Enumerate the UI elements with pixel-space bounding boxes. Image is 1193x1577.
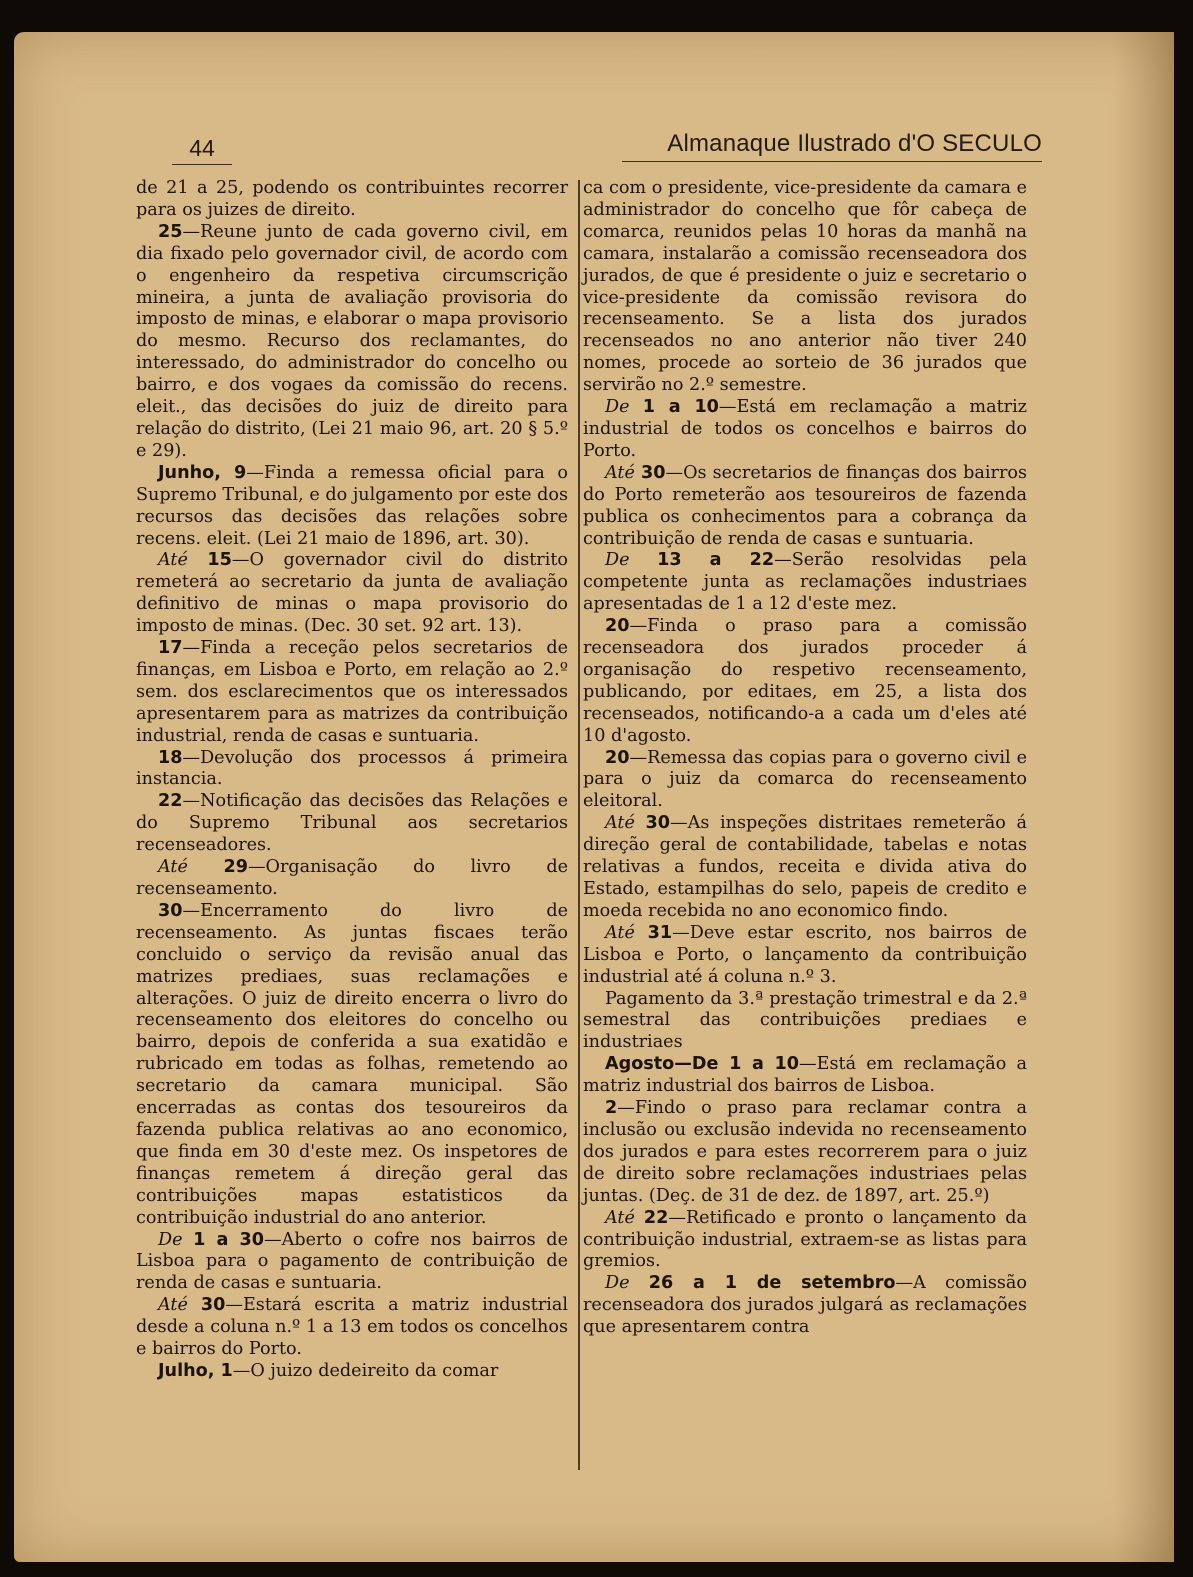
entry-text: —As inspeções distritaes remeterão á direção geral de contabilidade, tabelas e notas relativas a fundos, receita e divida ativa do Estado, estampilhas do selo, papeis de credito e moeda recebida no ano economico findo. <box>583 813 1027 921</box>
entry-text: —Está em reclamação a matriz industrial de todos os concelhos e bairros do Porto. <box>583 397 1027 461</box>
entry-date: 17 <box>158 638 183 659</box>
calendar-entry <box>583 550 1027 616</box>
entry-date: 1 a 10 <box>642 397 719 418</box>
calendar-entry <box>583 923 1027 989</box>
entry-date: 30 <box>200 1295 226 1316</box>
entry-text: —A comissão recenseadora dos jurados julgará as reclamações que apresentarem contra <box>583 1273 1027 1338</box>
calendar-entry <box>583 1098 1027 1208</box>
entry-text: —Estará escrita a matriz industrial desde a coluna n.º 1 a 13 em todos os concelhos e bairros do Porto. <box>136 1295 568 1360</box>
entry-date: 18 <box>158 747 183 768</box>
entry-prefix: Até <box>158 1295 201 1316</box>
page-number: 44 <box>172 135 232 165</box>
entry-prefix: Até <box>605 922 648 943</box>
entry-prefix: Até <box>605 813 646 834</box>
entry-date: 1 a 30 <box>193 1229 265 1250</box>
entry-date: 30 <box>645 813 671 834</box>
entry-prefix: Até <box>158 857 224 878</box>
entry-text: —O juizo dedeireito da comar <box>232 1360 499 1381</box>
entry-text: —Os secretarios de finanças dos bairros do Porto remeterão aos tesoureiros de fazenda publica os conhecimentos para a cobrança da contribuição de renda de casas e suntuaria. <box>583 462 1027 549</box>
entry-date: 22 <box>643 1207 669 1228</box>
left-text-column <box>136 178 568 1383</box>
calendar-entry <box>583 397 1027 463</box>
entry-text: —Retificado e pronto o lançamento da contribuição industrial, extraem-se as listas para gremios. <box>583 1207 1027 1272</box>
column-divider <box>578 180 580 1470</box>
entry-date: 20 <box>605 747 630 768</box>
entry-date: 26 a 1 de setembro <box>648 1273 896 1294</box>
calendar-entry <box>583 178 1027 397</box>
entry-text: ca com o presidente, vice-presidente da camara e administrador do concelho que fôr cabeça de comarca, reunidos pelas 10 horas da manhã na camara, instalarão a comissão recenseadora dos jurados, de que é presidente o juiz e secretario o vice-presidente da comissão revisora do recenseamento. Se a lista dos jurados recenseados no ano anterior não tiver 240 nomes, procede ao sorteio de 36 jurados que servirão no 2.º semestre. <box>583 178 1027 396</box>
entry-text: —Findo o praso para reclamar contra a inclusão ou exclusão indevida no recenseamento dos jurados e para estes recorrerem para o juiz de direito sobre reclamações industriaes pelas juntas. (Deç. de 31 de dez. de 1897, art. 25.º) <box>583 1098 1027 1206</box>
entry-date: Agosto—De 1 a 10 <box>605 1054 800 1075</box>
entry-prefix: De <box>605 550 658 571</box>
entry-date: 30 <box>158 900 183 921</box>
entry-prefix: Até <box>605 462 641 483</box>
entry-text: de 21 a 25, podendo os contribuintes recorrer para os juizes de direito. <box>136 178 568 220</box>
entry-text: —Finda o praso para a comissão recenseadora dos jurados proceder á organisação do respetivo recenseamento, publicando, por editaes, em 25, a lista dos recenseados, notificando-a a cada um d'eles até 10 d'agosto. <box>583 616 1027 746</box>
entry-prefix: Até <box>605 1207 644 1228</box>
entry-text: —Deve estar escrito, nos bairros de Lisboa e Porto, o lançamento da contribuição industrial até á coluna n.º 3. <box>583 922 1027 987</box>
entry-date: Julho, 1 <box>158 1360 233 1381</box>
calendar-entry <box>136 791 568 857</box>
entry-text: Pagamento da 3.ª prestação trimestral e da 2.ª semestral das contribuições prediaes e industriaes <box>583 988 1027 1053</box>
calendar-entry <box>583 616 1027 747</box>
calendar-entry <box>136 901 568 1230</box>
entry-text: —Encerramento do livro de recenseamento. As juntas fiscaes terão concluido o serviço da revisão anual das matrizes prediaes, suas reclamações e alterações. O juiz de direito encerra o livro do recenseamento dos eleitores do concelho ou bairro, depois de conferida a sua exatidão e rubricado em todas as folhas, remetendo ao secretario da camara municipal. São encerradas as contas dos tesoureiros da fazenda publica relativas ao ano economico, que finda em 30 d'este mez. Os inspetores de finanças remetem á direção geral das contribuições mapas estatisticos da contribuição industrial do ano anterior. <box>136 900 568 1228</box>
calendar-entry <box>136 1361 568 1383</box>
calendar-entry <box>136 463 568 551</box>
calendar-entry <box>583 1273 1027 1339</box>
entry-date: 2 <box>605 1098 618 1119</box>
entry-text: —Finda a remessa oficial para o Supremo Tribunal, e do julgamento por este dos recursos das decisões das relações sobre recens. eleit. (Lei 21 maio de 1896, art. 30). <box>136 462 568 549</box>
calendar-entry <box>583 463 1027 551</box>
entry-text: —Finda a receção pelos secretarios de finanças, em Lisboa e Porto, em relação ao 2.º sem. dos esclarecimentos que os interessados apresentarem para as matrizes da contribuição industrial, renda de casas e suntuaria. <box>136 638 568 746</box>
entry-date: 13 a 22 <box>657 550 775 571</box>
entry-text: —Aberto o cofre nos bairros de Lisboa para o pagamento de contribuição de renda de casas e suntuaria. <box>136 1229 568 1294</box>
calendar-entry <box>136 857 568 901</box>
entry-date: 25 <box>158 221 183 242</box>
calendar-entry <box>136 1295 568 1361</box>
entry-prefix: De <box>605 397 643 418</box>
entry-text: —Remessa das copias para o governo civil e para o juiz da comarca do recenseamento eleitoral. <box>583 747 1027 812</box>
calendar-entry <box>136 550 568 638</box>
calendar-entry <box>583 989 1027 1055</box>
calendar-entry <box>583 1054 1027 1098</box>
entry-date: 20 <box>605 616 630 637</box>
calendar-entry <box>136 1230 568 1296</box>
calendar-entry <box>136 638 568 748</box>
calendar-entry <box>136 222 568 463</box>
entry-text: —Notificação das decisões das Relações e do Supremo Tribunal aos secretarios recenseadores. <box>136 791 568 856</box>
entry-text: —Está em reclamação a matriz industrial dos bairros de Lisboa. <box>583 1054 1027 1097</box>
entry-text: —Organisação do livro de recenseamento. <box>136 857 568 899</box>
calendar-entry <box>583 1208 1027 1274</box>
entry-date: 31 <box>647 922 673 943</box>
entry-prefix: De <box>605 1273 649 1294</box>
running-title: Almanaque Ilustrado d'O SECULO <box>622 130 1042 162</box>
entry-date: Junho, 9 <box>158 462 247 483</box>
entry-date: 15 <box>207 550 232 571</box>
entry-text: —Serão resolvidas pela competente junta as reclamações industriaes apresentadas de 1 a 12 d'este mez. <box>583 550 1027 615</box>
entry-prefix: Até <box>158 550 208 571</box>
entry-text: —Reune junto de cada governo civil, em dia fixado pelo governador civil, de acordo com o engenheiro da respetiva circumscrição mineira, a junta de avaliação provisoria do imposto de minas, e elaborar o mapa provisorio do mesmo. Recurso dos reclamantes, do interessado, do administrador do concelho ou bairro, e dos vogaes da comissão do recens. eleit., das decisões do juiz de direito para relação do distrito, (Lei 21 maio 96, art. 20 § 5.º e 29). <box>136 221 568 461</box>
entry-text: —O governador civil do distrito remeterá ao secretario da junta de avaliação definitivo de minas o mapa provisorio do imposto de minas. (Dec. 30 set. 92 art. 13). <box>136 550 568 637</box>
entry-prefix: De <box>158 1229 194 1250</box>
calendar-entry <box>136 178 568 222</box>
calendar-entry <box>136 748 568 792</box>
calendar-entry <box>583 748 1027 814</box>
entry-text: —Devolução dos processos á primeira instancia. <box>136 747 568 790</box>
entry-date: 30 <box>640 462 666 483</box>
right-text-column <box>583 178 1027 1339</box>
calendar-entry <box>583 813 1027 923</box>
entry-date: 29 <box>223 857 248 878</box>
entry-date: 22 <box>158 791 183 812</box>
